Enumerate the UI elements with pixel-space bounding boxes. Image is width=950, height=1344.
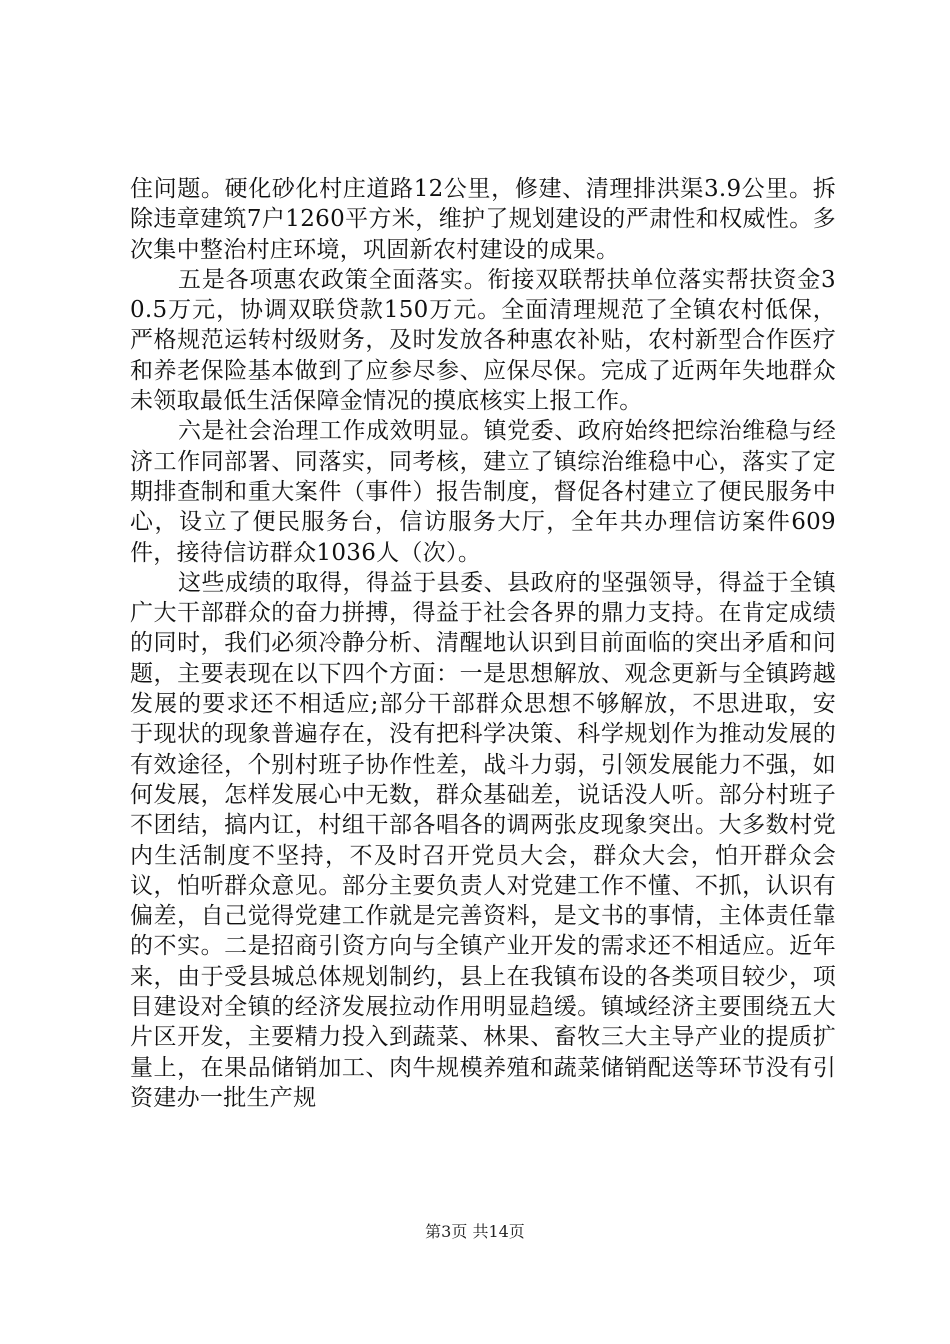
paragraph-1: 住问题。硬化砂化村庄道路12公里，修建、清理排洪渠3.9公里。拆除违章建筑7户1260平方米，维护了规划建设的严肃性和权威性。多次集中整治村庄环境，巩固新农村建设的成果。 — [130, 176, 836, 263]
paragraph-2: 五是各项惠农政策全面落实。衔接双联帮扶单位落实帮扶资金30.5万元，协调双联贷款150万元。全面清理规范了全镇农村低保，严格规范运转村级财务，及时发放各种惠农补贴，农村新型合作医疗和养老保险基本做到了应参尽参、应保尽保。完成了近两年失地群众未领取最低生活保障金情况的摸底核实上报工作。 — [130, 266, 836, 415]
paragraph-4: 这些成绩的取得，得益于县委、县政府的坚强领导，得益于全镇广大干部群众的奋力拼搏，得益于社会各界的鼎力支持。在肯定成绩的同时，我们必须冷静分析、清醒地认识到目前面临的突出矛盾和问题，主要表现在以下四个方面：一是思想解放、观念更新与全镇跨越发展的要求还不相适应;部分干部群众思想不够解放，不思进取，安于现状的现象普遍存在，没有把科学决策、科学规划作为推动发展的有效途径，个别村班子协作性差，战斗力弱，引领发展能力不强，如何发展，怎样发展心中无数，群众基础差，说话没人听。部分村班子不团结，搞内讧，村组干部各唱各的调两张皮现象突出。大多数村党内生活制度不坚持，不及时召开党员大会，群众大会，怕开群众会议，怕听群众意见。部分主要负责人对党建工作不懂、不抓，认识有偏差，自己觉得党建工作就是完善资料，是文书的事情，主体责任靠的不实。二是招商引资方向与全镇产业开发的需求还不相适应。近年来，由于受县城总体规划制约，县上在我镇布设的各类项目较少，项目建设对全镇的经济发展拉动作用明显趋缓。镇域经济主要围绕五大片区开发，主要精力投入到蔬菜、林果、畜牧三大主导产业的提质扩量上，在果品储销加工、肉牛规模养殖和蔬菜储销配送等环节没有引资建办一批生产规 — [130, 569, 836, 1111]
page-footer: 第3页 共14页 — [425, 1222, 525, 1241]
paragraph-3: 六是社会治理工作成效明显。镇党委、政府始终把综治维稳与经济工作同部署、同落实，同考核，建立了镇综治维稳中心，落实了定期排查制和重大案件（事件）报告制度，督促各村建立了便民服务中心，设立了便民服务台，信访服务大厅，全年共办理信访案件609件，接待信访群众1036人（次）。 — [130, 418, 836, 566]
body-text — [130, 174, 836, 1113]
